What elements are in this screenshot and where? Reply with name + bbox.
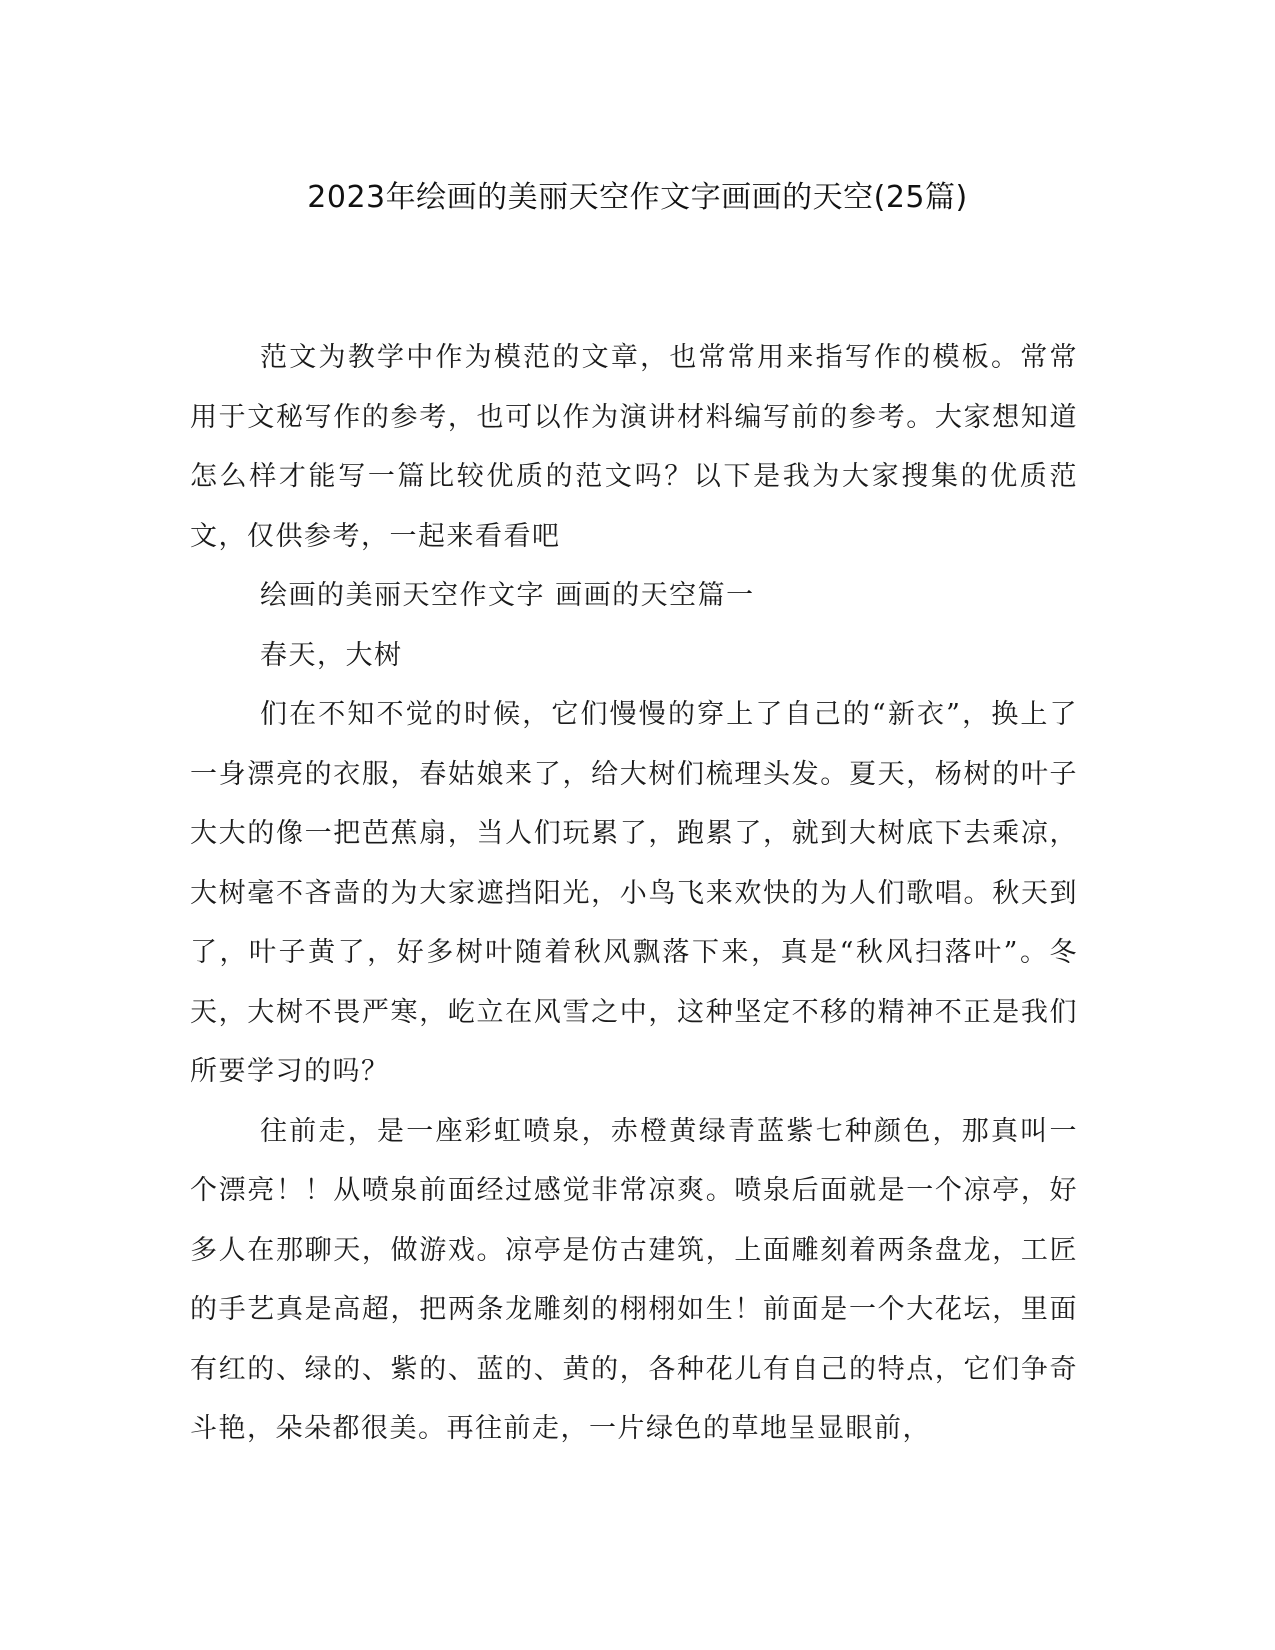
document-title: 2023年绘画的美丽天空作文字画画的天空(25篇) — [307, 180, 968, 215]
paragraph-seasons: 们在不知不觉的时候，它们慢慢的穿上了自己的“新衣”，换上了一身漂亮的衣服，春姑娘来了，给大树们梳理头发。夏天，杨树的叶子大大的像一把芭蕉扇，当人们玩累了，跑累了，就到大树底下去乘凉，大树毫不吝啬的为大家遮挡阳光，小鸟飞来欢快的为人们歌唱。秋天到了，叶子黄了，好多树叶随着秋风飘落下来，真是“秋风扫落叶”。冬天，大树不畏严寒，屹立在风雪之中，这种坚定不移的精神不正是我们所要学习的吗？ — [190, 699, 1078, 1087]
intro-paragraph: 范文为教学中作为模范的文章，也常常用来指写作的模板。常常用于文秘写作的参考，也可以作为演讲材料编写前的参考。大家想知道怎么样才能写一篇比较优质的范文吗？以下是我为大家搜集的优质范文，仅供参考，一起来看看吧 — [190, 342, 1078, 552]
section-heading: 绘画的美丽天空作文字 画画的天空篇一 — [260, 580, 755, 611]
document-body — [190, 328, 1078, 1459]
paragraph-fountain: 往前走，是一座彩虹喷泉，赤橙黄绿青蓝紫七种颜色，那真叫一个漂亮！！从喷泉前面经过感觉非常凉爽。喷泉后面就是一个凉亭，好多人在那聊天，做游戏。凉亭是仿古建筑，上面雕刻着两条盘龙，工匠的手艺真是高超，把两条龙雕刻的栩栩如生！前面是一个大花坛，里面有红的、绿的、紫的、蓝的、黄的，各种花儿有自己的特点，它们争奇斗艳，朵朵都很美。再往前走，一片绿色的草地呈显眼前， — [190, 1115, 1078, 1444]
paragraph-spring-trees: 春天，大树 — [260, 639, 403, 671]
